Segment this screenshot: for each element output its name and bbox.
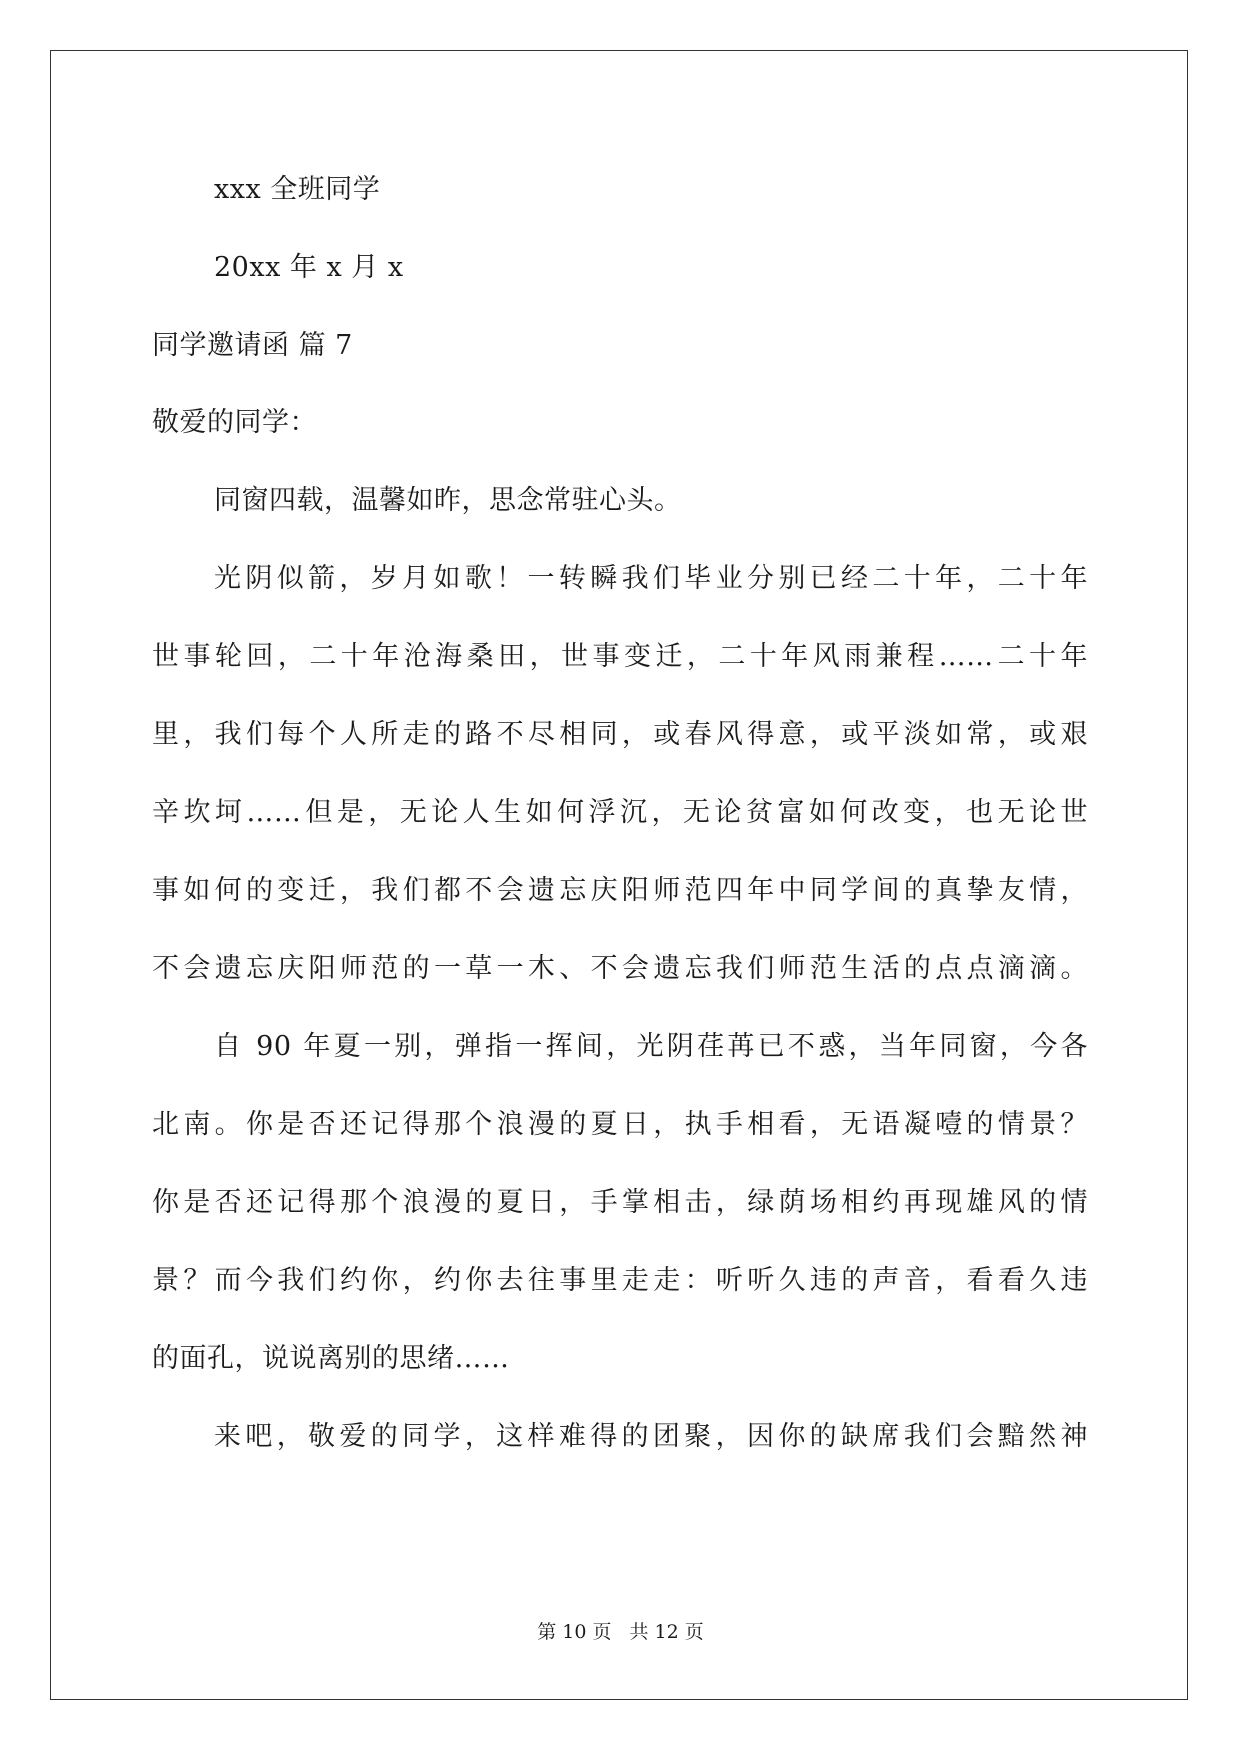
paragraph-line: 北南。你是否还记得那个浪漫的夏日，执手相看，无语凝噎的情景？ bbox=[152, 1109, 1088, 1140]
paragraph-line: 光阴似箭，岁月如歌！一转瞬我们毕业分别已经二十年，二十年 bbox=[214, 563, 1088, 594]
page-number: 第 10 页 bbox=[537, 1621, 612, 1643]
paragraph-line: 自 90 年夏一别，弹指一挥间，光阴荏苒已不惑，当年同窗，今各 bbox=[214, 1031, 1088, 1062]
paragraph-line: 不会遗忘庆阳师范的一草一木、不会遗忘我们师范生活的点点滴滴。 bbox=[152, 953, 1088, 984]
date-line: 20xx 年 x 月 x bbox=[214, 252, 404, 283]
salutation: 敬爱的同学： bbox=[152, 407, 317, 438]
paragraph-line: 同窗四载，温馨如昨，思念常驻心头。 bbox=[214, 485, 682, 516]
paragraph-line: 来吧，敬爱的同学，这样难得的团聚，因你的缺席我们会黯然神 bbox=[214, 1421, 1088, 1452]
paragraph-line: 你是否还记得那个浪漫的夏日，手掌相击，绿荫场相约再现雄风的情 bbox=[152, 1187, 1088, 1218]
signature-line: xxx 全班同学 bbox=[214, 174, 381, 205]
paragraph-line: 事如何的变迁，我们都不会遗忘庆阳师范四年中同学间的真挚友情， bbox=[152, 875, 1088, 906]
paragraph-line: 的面孔，说说离别的思绪…… bbox=[152, 1343, 510, 1374]
section-title: 同学邀请函 篇 7 bbox=[152, 330, 353, 361]
page-total: 共 12 页 bbox=[629, 1621, 704, 1643]
paragraph-line: 景？而今我们约你，约你去往事里走走：听听久违的声音，看看久违 bbox=[152, 1265, 1088, 1296]
paragraph-line: 世事轮回，二十年沧海桑田，世事变迁，二十年风雨兼程……二十年 bbox=[152, 641, 1088, 672]
paragraph-line: 里，我们每个人所走的路不尽相同，或春风得意，或平淡如常，或艰 bbox=[152, 719, 1088, 750]
page-footer bbox=[0, 1620, 1241, 1644]
paragraph-line: 辛坎坷……但是，无论人生如何浮沉，无论贫富如何改变，也无论世 bbox=[152, 797, 1088, 828]
